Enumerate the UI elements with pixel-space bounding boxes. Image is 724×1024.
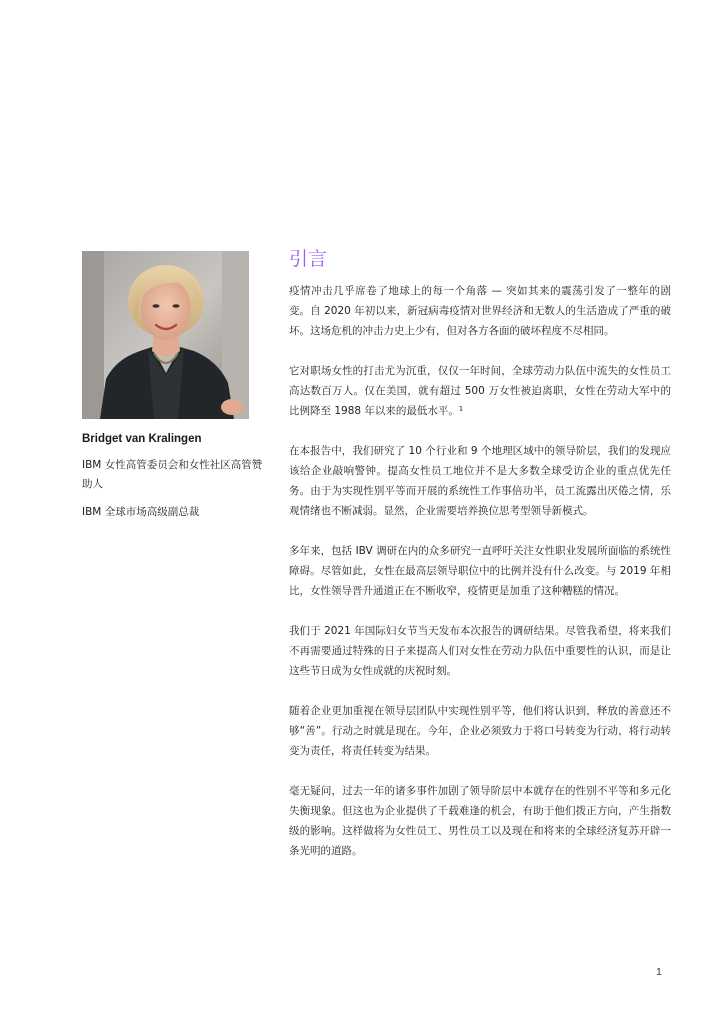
- paragraph: 它对职场女性的打击尤为沉重，仅仅一年时间，全球劳动力队伍中流失的女性员工高达数百万人。仅在美国，就有超过 500 万女性被迫离职，女性在劳动大军中的比例降至 1988 年以来的最低水平。¹: [289, 365, 671, 417]
- page-number: 1: [656, 966, 662, 978]
- paragraph: 我们于 2021 年国际妇女节当天发布本次报告的调研结果。尽管我希望，将来我们不再需要通过特殊的日子来提高人们对女性在劳动力队伍中重要性的认识，而是让这些节日成为女性成就的庆祝时刻。: [289, 625, 671, 677]
- paragraph: 多年来，包括 IBV 调研在内的众多研究一直呼吁关注女性职业发展所面临的系统性障碍。尽管如此，女性在最高层领导职位中的比例并没有什么改变。与 2019 年相比，女性领导晋升通道正在不断收窄，疫情更是加重了这种糟糕的情况。: [289, 545, 671, 597]
- paragraph: 在本报告中，我们研究了 10 个行业和 9 个地理区域中的领导阶层，我们的发现应该给企业敲响警钟。提高女性员工地位并不是大多数全球受访企业的重点优先任务。由于为实现性别平等而开展的系统性工作事倍功半，员工流露出厌倦之情，乐观情绪也不断减弱。显然，企业需要培养换位思考型领导新模式。: [289, 445, 671, 517]
- author-role-1: IBM 女性高管委员会和女性社区高管赞助人: [82, 459, 263, 490]
- paragraph: 疫情冲击几乎席卷了地球上的每一个角落 — 突如其来的震荡引发了一整年的剧变。自 2020 年初以来，新冠病毒疫情对世界经济和无数人的生活造成了严重的破坏。这场危机的冲击力史上少有，但对各方各面的破坏程度不尽相同。: [289, 285, 671, 337]
- author-name: Bridget van Kralingen: [82, 433, 202, 445]
- author-role-2: IBM 全球市场高级副总裁: [82, 506, 200, 518]
- paragraph: 随着企业更加重视在领导层团队中实现性别平等，他们将认识到，释放的善意还不够“善”。行动之时就是现在。今年，企业必须致力于将口号转变为行动，将行动转变为责任，将责任转变为结果。: [289, 705, 671, 757]
- introduction-article: [289, 246, 671, 881]
- article-title: 引言: [289, 248, 328, 270]
- portrait-photo: [82, 251, 249, 419]
- paragraph: 毫无疑问，过去一年的诸多事件加剧了领导阶层中本就存在的性别不平等和多元化失衡现象。但这也为企业提供了千载难逢的机会，有助于他们拨正方向，产生指数级的影响。这样做将为女性员工、男性员工以及现在和将来的全球经济复苏开辟一条光明的道路。: [289, 785, 671, 857]
- author-sidebar: [82, 431, 267, 531]
